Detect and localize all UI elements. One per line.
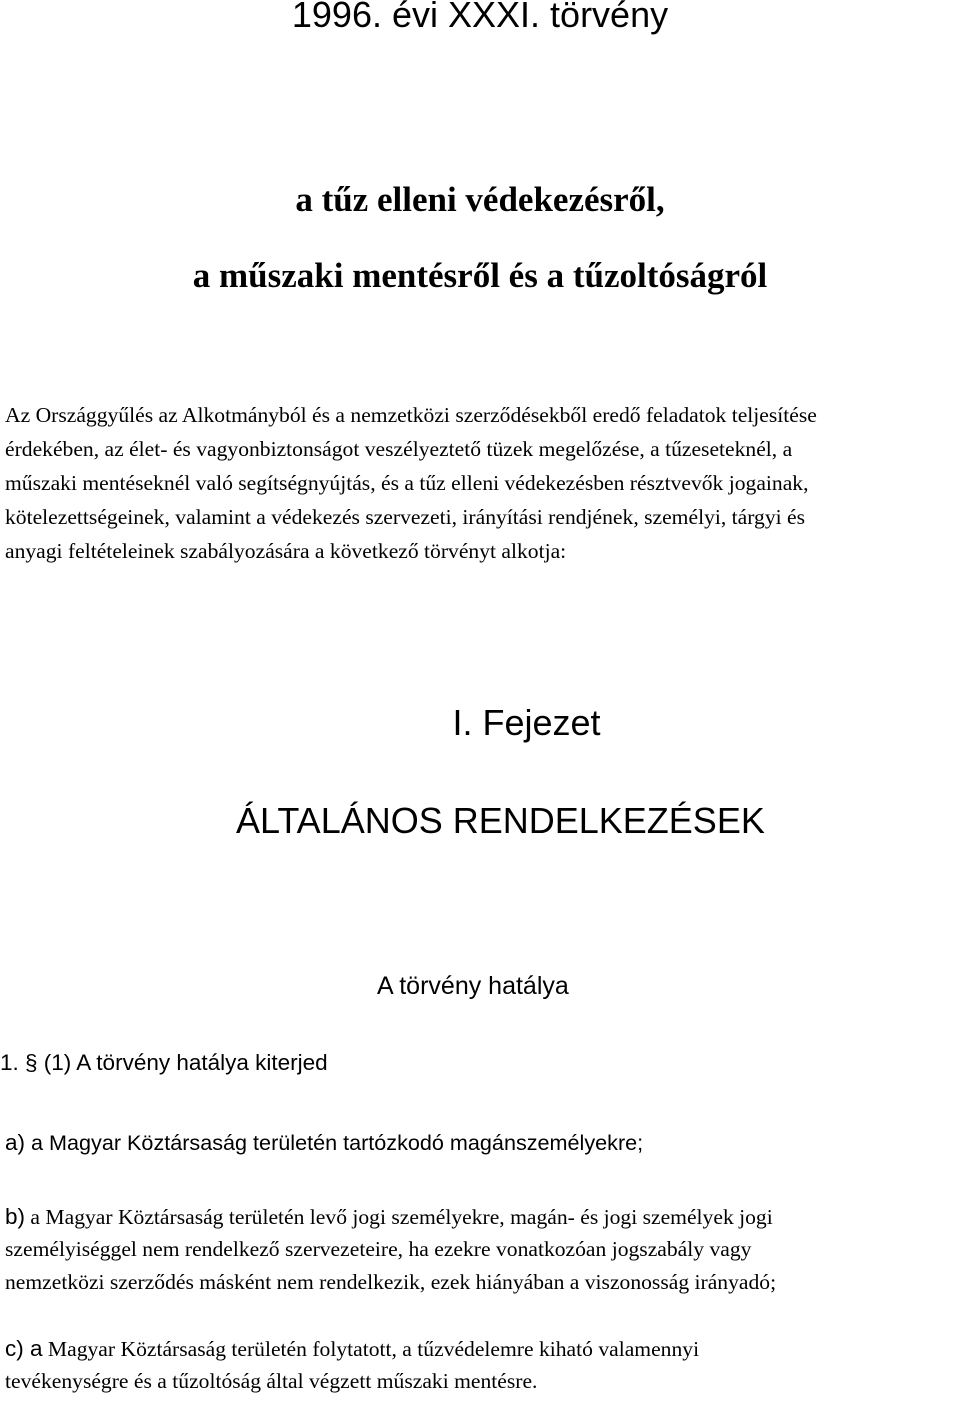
- list-item-line: [5, 1126, 643, 1159]
- list-item-letter: c) a: [5, 1336, 43, 1361]
- list-item-line: [5, 1200, 776, 1233]
- preamble-line: műszaki mentéseknél való segítségnyújtás, és a tűz elleni védekezésben résztvevők jogainak,: [5, 471, 809, 495]
- chapter-number: I. Fejezet: [452, 702, 601, 743]
- list-item-line: nemzetközi szerződés másként nem rendelkezik, ezek hiányában a viszonosság irányadó;: [5, 1270, 777, 1294]
- preamble-line: Az Országgyűlés az Alkotmányból és a nemzetközi szerződésekből eredő feladatok teljesítése: [5, 403, 817, 427]
- paragraph-heading: 1. § (1) A törvény hatálya kiterjed: [0, 1050, 328, 1075]
- list-item-c: [5, 1332, 699, 1398]
- law-title: 1996. évi XXXI. törvény: [291, 0, 669, 35]
- list-item-letter: b): [5, 1204, 26, 1229]
- list-item-b: [5, 1200, 776, 1299]
- preamble-line: anyagi feltételeinek szabályozására a következő törvényt alkotja:: [5, 539, 567, 563]
- preamble-line: kötelezettségeinek, valamint a védekezés szervezeti, irányítási rendjének, személyi, tárgyi és: [5, 505, 806, 529]
- section-title: A törvény hatálya: [377, 972, 569, 1000]
- law-subtitle-line-1: a tűz elleni védekezésről,: [295, 180, 665, 219]
- list-item-text: a Magyar Köztársaság területén tartózkodó magánszemélyekre;: [31, 1130, 644, 1155]
- list-item-line: személyiséggel nem rendelkező szervezeteire, ha ezekre vonatkozóan jogszabály vagy: [5, 1237, 752, 1261]
- list-item-a: [5, 1126, 643, 1159]
- preamble: [5, 398, 957, 568]
- law-subtitle-line-2: a műszaki mentésről és a tűzoltóságról: [192, 256, 768, 295]
- list-item-letter: a): [5, 1130, 26, 1155]
- chapter-title: ÁLTALÁNOS RENDELKEZÉSEK: [236, 800, 765, 841]
- list-item-text: a Magyar Köztársaság területén levő jogi személyekre, magán- és jogi személyek jogi: [30, 1205, 773, 1229]
- list-item-line: tevékenységre és a tűzoltóság által végzett műszaki mentésre.: [5, 1369, 538, 1393]
- list-item-line: [5, 1332, 699, 1365]
- preamble-line: érdekében, az élet- és vagyonbiztonságot veszélyeztető tüzek megelőzése, a tűzeseteknél, a: [5, 437, 793, 461]
- list-item-text: Magyar Köztársaság területén folytatott, a tűzvédelemre kiható valamennyi: [47, 1337, 700, 1361]
